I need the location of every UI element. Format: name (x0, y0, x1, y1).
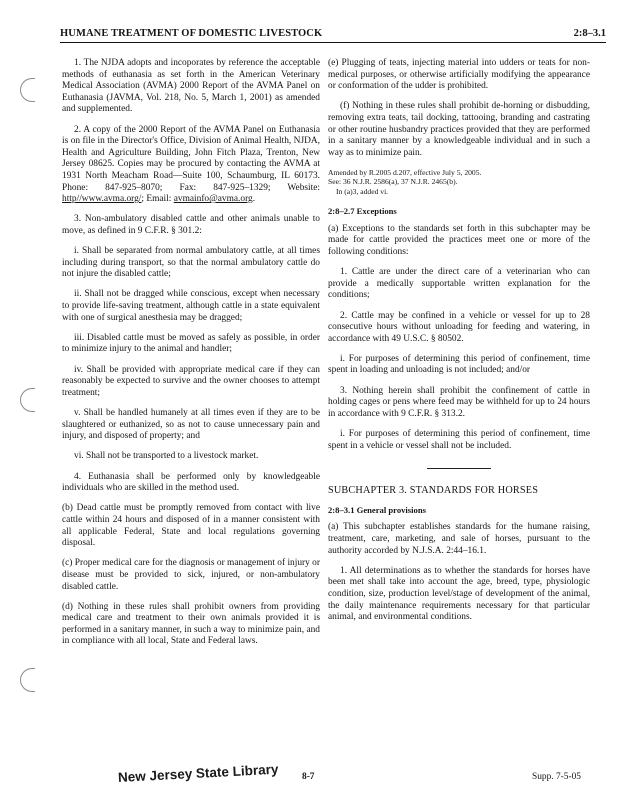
paragraph-f: (f) Nothing in these rules shall prohibit de-horning or disbudding, removing extra teats, tail docking, tattooing, branding and castrating or other routine husbandry practices provided that they are performed in a sanitary manner by a knowledgeable individual and in such a way as to minimize pain. (328, 101, 590, 158)
library-stamp: New Jersey State Library (117, 761, 279, 785)
paragraph-3-iii: iii. Disabled cattle must be moved as safely as possible, in order to minimize injury to the animal and handler; (62, 332, 320, 355)
section-2-7-item-2-i: i. For purposes of determining this period of confinement, time spent in loading and unloading is not included; and/or (328, 353, 590, 376)
amendment-detail: In (a)3, added vi. (336, 186, 389, 196)
email-label: ; Email: (141, 194, 172, 205)
paragraph-2-end: . (252, 194, 256, 205)
paragraph-b: (b) Dead cattle must be promptly removed from contact with live cattle within 24 hours and disposed of in a manner consistent with all applicable Federal, State and local regulations governing disposal. (62, 503, 320, 549)
paragraph-3-ii: ii. Shall not be dragged while conscious, except when necessary to provide life-saving treatment, although cattle in a state equivalent with one of surgical anesthesia may be dragged; (62, 289, 320, 323)
section-3-1-item-1: 1. All determinations as to whether the standards for horses have been met shall take into account the age, breed, type, physiologic condition, size, production level/stage of development of the animal, the daily maintenance requirements necessary for that particular animal, and environmental conditions. (328, 565, 590, 623)
paragraph-3-i: i. Shall be separated from normal ambulatory cattle, at all times including during transport, so that the normal ambulatory cattle do not injure the disabled cattle; (62, 246, 320, 280)
amendment-note: Amended by R.2005 d.207, effective July 5, 2005. (328, 167, 482, 177)
amendment-citation: See: 36 N.J.R. 2586(a), 37 N.J.R. 2465(b). (328, 177, 458, 187)
paragraph-3-v: v. Shall be handled humanely at all times even if they are to be slaughtered or euthanized, so as not to cause unnecessary pain and injury, and disposed of property; and (62, 408, 320, 442)
paragraph-2-text: 2. A copy of the 2000 Report of the AVMA Panel on Euthanasia is on file in the Director's Office, Division of Animal Health, NJDA, Health and Agriculture Building, John Fitch Plaza, Trenton, New Jersey 08625. Copies may be procured by contacting the AVMA at 1931 North Meacham Road—Suite 100, Schaumburg, IL 60173. Phone: 847-925–8070; Fax: 847-925–1329; Website: (62, 124, 320, 193)
hole-punch-mark (20, 78, 35, 102)
paragraph-e: (e) Plugging of teats, injecting material into udders or teats for non-medical purposes, or otherwise artificially modifying the appearance or conformation of the udder is prohibited. (328, 58, 590, 92)
website-link[interactable]: http//www.avma.org/ (62, 194, 142, 205)
page-number: 8-7 (302, 772, 315, 782)
section-3-1-a: (a) This subchapter establishes standards for the humane raising, treatment, care, marketing, and sale of horses, pursuant to the authority accorded by N.J.S.A. 2:44–16.1. (328, 522, 590, 556)
paragraph-1: 1. The NJDA adopts and incoporates by reference the acceptable methods of euthanasia as set forth in the American Veterinary Medical Association (AVMA) 2000 Report of the AVMA Panel on Euthanasia (JAVMA, Vol. 218, No. 5, March 1, 2001) as amended and supplemented. (62, 58, 320, 115)
header-section-number: 2:8–3.1 (573, 28, 606, 39)
running-header (60, 26, 606, 43)
section-3-1-heading: 2:8–3.1 General provisions (328, 504, 426, 515)
section-2-7-a: (a) Exceptions to the standards set forth in this subchapter may be made for cattle provided the practices meet one or more of the following conditions: (328, 223, 590, 257)
section-2-7-item-3: 3. Nothing herein shall prohibit the confinement of cattle in holding cages or pens where feed may be withheld for up to 24 hours in accordance with 9 C.F.R. § 313.2. (328, 385, 590, 419)
paragraph-c: (c) Proper medical care for the diagnosis or management of injury or disease must be provided to sick, injured, or non-ambulatory disabled cattle. (62, 558, 320, 592)
section-2-7-item-2: 2. Cattle may be confined in a vehicle or vessel for up to 28 consecutive hours without unloading for feeding and watering, in accordance with 49 U.S.C. § 80502. (328, 310, 590, 344)
section-2-7-heading: 2:8–2.7 Exceptions (328, 206, 397, 217)
supplement-date: Supp. 7-5-05 (532, 772, 581, 782)
paragraph-3: 3. Non-ambulatory disabled cattle and other animals unable to move, as defined in 9 C.F.R. § 301.2: (62, 214, 320, 236)
paragraph-3-vi: vi. Shall not be transported to a livestock market. (74, 451, 259, 462)
paragraph-2 (62, 125, 320, 206)
paragraph-d: (d) Nothing in these rules shall prohibit owners from providing medical care and treatment to their own animals provided it is performed in a sanitary manner, in such a way to minimize pain, and in compliance with all local, State and Federal laws. (62, 601, 320, 647)
section-divider (427, 468, 491, 469)
hole-punch-mark (20, 668, 35, 692)
section-2-7-item-1: 1. Cattle are under the direct care of a veterinarian who can provide a medically supportable written explanation for the conditions; (328, 267, 590, 301)
hole-punch-mark (20, 388, 35, 412)
paragraph-4: 4. Euthanasia shall be performed only by knowledgeable individuals who are skilled in the method used. (62, 471, 320, 494)
paragraph-3-iv: iv. Shall be provided with appropriate medical care if they can reasonably be expected to survive and the owner chooses to attempt treatment; (62, 364, 320, 398)
left-column (62, 58, 320, 657)
email-link[interactable]: avmainfo@avma.org (173, 194, 253, 205)
right-column (328, 58, 590, 632)
section-2-7-item-3-i: i. For purposes of determining this period of confinement, time spent in a vehicle or vessel shall not be included. (328, 429, 590, 451)
subchapter-heading: SUBCHAPTER 3. STANDARDS FOR HORSES (328, 485, 539, 497)
header-title: HUMANE TREATMENT OF DOMESTIC LIVESTOCK (60, 28, 323, 39)
